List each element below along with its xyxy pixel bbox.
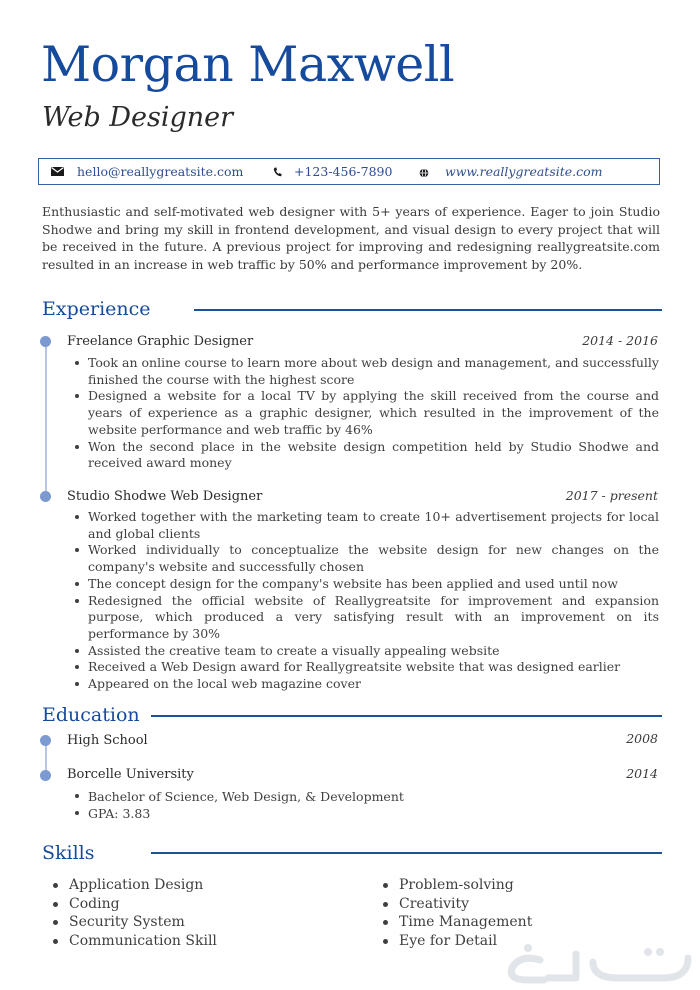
- skills-heading: Skills: [42, 842, 95, 864]
- job-bullets-2: [88, 509, 659, 693]
- skills-list-left: [69, 876, 217, 951]
- timeline-dot: [40, 491, 51, 502]
- list-item: Appeared on the local web magazine cover: [88, 676, 659, 693]
- list-item: Assisted the creative team to create a visually appealing website: [88, 643, 659, 660]
- list-item: The concept design for the company's website has been applied and used until now: [88, 576, 659, 593]
- job-title: Web Designer: [42, 102, 234, 133]
- list-item: Took an online course to learn more about web design and management, and successfully finished the course with the highest score: [88, 355, 659, 387]
- skill-item: Communication Skill: [69, 933, 217, 950]
- summary-paragraph: Enthusiastic and self-motivated web designer with 5+ years of experience. Eager to join Studio Shodwe and bring my skill in frontend development, and visual design to every project that will be received in the future. A previous project for improving and redesigning reallygreatsite.com resulted in an increase in web traffic by 50% and performance improvement by 20%.: [42, 204, 660, 273]
- school-details-2: [88, 788, 404, 822]
- skills-rule: [151, 852, 662, 854]
- email-text[interactable]: hello@reallygreatsite.com: [77, 164, 244, 179]
- experience-timeline: [45, 342, 47, 497]
- experience-heading: Experience: [42, 298, 151, 320]
- timeline-dot: [40, 770, 51, 781]
- list-item: Redesigned the official website of Reallygreatsite for improvement and expansion purpose, which produced a very satisfying result with an improvement on its performance by 30%: [88, 592, 659, 641]
- skill-item: Time Management: [399, 914, 533, 931]
- job-title-1: Freelance Graphic Designer: [67, 334, 254, 349]
- skill-item: Application Design: [69, 876, 217, 895]
- job-title-2: Studio Shodwe Web Designer: [67, 489, 263, 504]
- resume-name: Morgan Maxwell: [41, 36, 455, 93]
- envelope-icon: [51, 167, 64, 176]
- list-item: GPA: 3.83: [88, 805, 404, 822]
- experience-rule: [194, 309, 662, 311]
- list-item: Received a Web Design award for Reallygreatsite website that was designed earlier: [88, 659, 659, 676]
- list-item: Worked individually to conceptualize the website design for new changes on the company's website and successfully chosen: [88, 542, 659, 575]
- school-name-1: High School: [67, 733, 148, 748]
- phone-icon: [273, 167, 282, 177]
- contact-bar: [38, 158, 660, 185]
- list-item: Bachelor of Science, Web Design, & Development: [88, 789, 404, 804]
- website-text[interactable]: www.reallygreatsite.com: [445, 164, 603, 179]
- skill-item: Coding: [69, 895, 217, 914]
- school-year-2: 2014: [626, 766, 658, 781]
- timeline-dot: [40, 735, 51, 746]
- phone-text[interactable]: +123-456-7890: [294, 164, 393, 179]
- education-heading: Education: [42, 704, 140, 726]
- skill-item: Eye for Detail: [399, 932, 532, 951]
- timeline-dot: [40, 336, 51, 347]
- skill-item: Problem-solving: [399, 876, 532, 895]
- watermark-logo: [498, 938, 698, 990]
- job-dates-1: 2014 - 2016: [582, 333, 658, 348]
- skill-item: Creativity: [399, 895, 532, 914]
- globe-icon: [419, 168, 429, 178]
- job-bullets-1: [88, 355, 659, 472]
- list-item: Worked together with the marketing team to create 10+ advertisement projects for local and global clients: [88, 509, 659, 541]
- school-name-2: Borcelle University: [67, 767, 194, 782]
- school-year-1: 2008: [626, 731, 658, 746]
- skill-item: Security System: [69, 913, 217, 932]
- list-item: Won the second place in the website design competition held by Studio Shodwe and received award money: [88, 438, 659, 471]
- job-dates-2: 2017 - present: [565, 488, 658, 503]
- education-rule: [151, 715, 662, 717]
- list-item: Designed a website for a local TV by applying the skill received from the course and years of experience as a graphic designer, which resulted in the improvement of the website performance and web traffic by 46%: [88, 388, 659, 437]
